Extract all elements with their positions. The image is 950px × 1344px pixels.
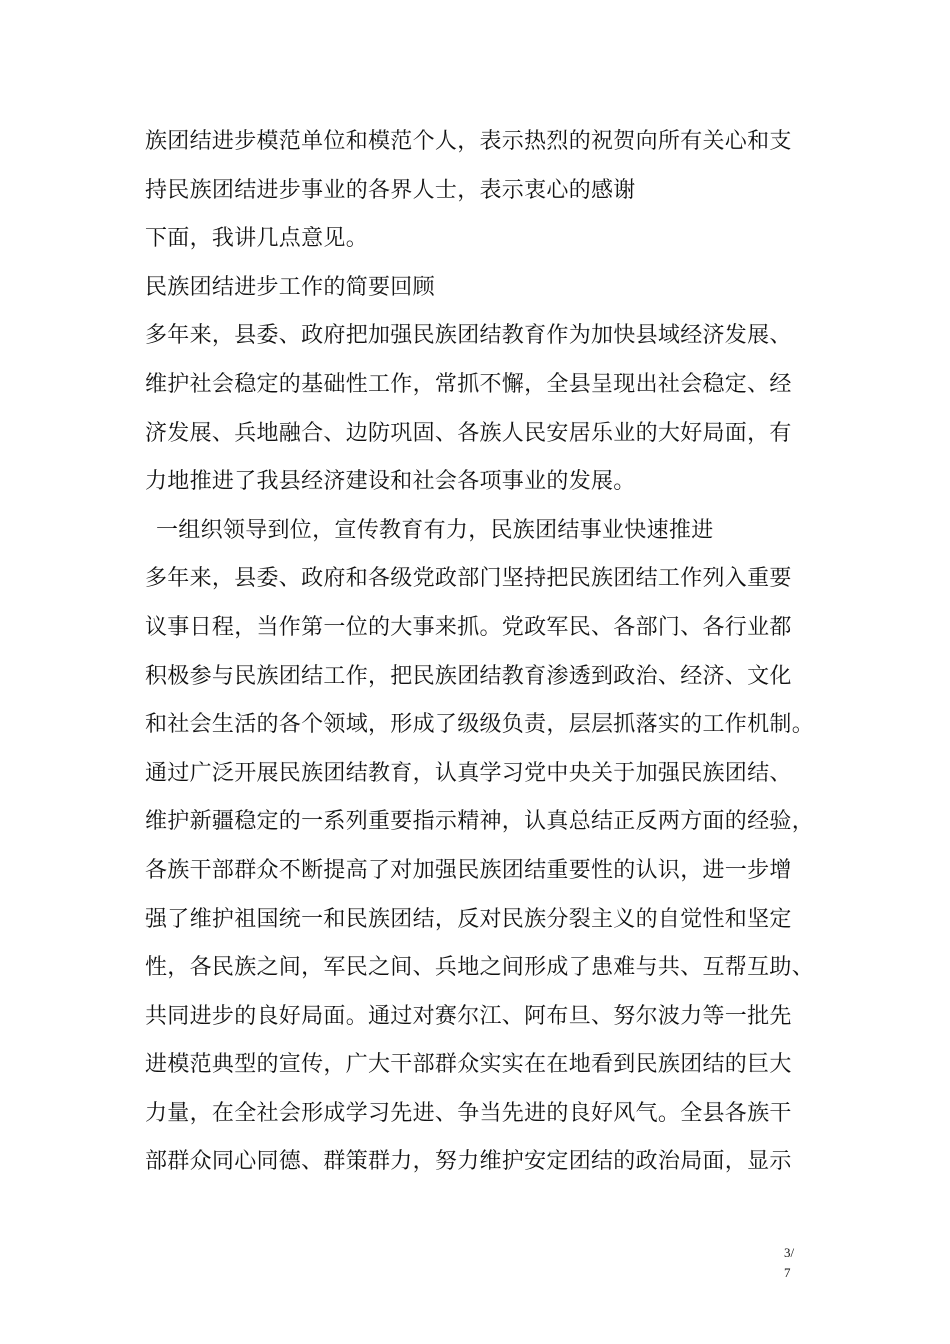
text-line: 下面，我讲几点意见。 [145, 226, 369, 252]
text-line: 议事日程，当作第一位的大事来抓。党政军民、各部门、各行业都 [145, 614, 792, 640]
text-line: 维护社会稳定的基础性工作，常抓不懈，全县呈现出社会稳定、经 [145, 371, 792, 397]
text-line: 力量，在全社会形成学习先进、争当先进的良好风气。全县各族干 [145, 1100, 792, 1126]
text-line: 多年来，县委、政府把加强民族团结教育作为加快县域经济发展、 [145, 323, 792, 349]
subsection-heading: 一组织领导到位，宣传教育有力，民族团结事业快速推进 [156, 517, 714, 543]
text-line: 性，各民族之间，军民之间、兵地之间形成了患难与共、互帮互助、 [145, 955, 815, 981]
text-line: 持民族团结进步事业的各界人士，表示衷心的感谢 [145, 177, 636, 203]
text-line: 维护新疆稳定的一系列重要指示精神，认真总结正反两方面的经验， [145, 809, 815, 835]
text-line: 各族干部群众不断提高了对加强民族团结重要性的认识，进一步增 [145, 857, 792, 883]
page-number-current: 3/ [784, 1245, 795, 1260]
page-number-total: 7 [784, 1265, 791, 1280]
section-heading: 民族团结进步工作的简要回顾 [145, 274, 435, 300]
text-line: 部群众同心同德、群策群力，努力维护安定团结的政治局面，显示 [145, 1149, 792, 1175]
text-line: 积极参与民族团结工作，把民族团结教育渗透到政治、经济、文化 [145, 663, 792, 689]
text-line: 族团结进步模范单位和模范个人，表示热烈的祝贺向所有关心和支 [145, 129, 792, 154]
text-line: 济发展、兵地融合、边防巩固、各族人民安居乐业的大好局面，有 [145, 420, 792, 446]
document-body [145, 118, 825, 1187]
text-line: 进模范典型的宣传，广大干部群众实实在在地看到民族团结的巨大 [145, 1052, 792, 1078]
text-line: 和社会生活的各个领域，形成了级级负责，层层抓落实的工作机制。 [145, 712, 815, 738]
text-line: 共同进步的良好局面。通过对赛尔江、阿布旦、努尔波力等一批先 [145, 1003, 792, 1029]
text-line: 通过广泛开展民族团结教育，认真学习党中央关于加强民族团结、 [145, 760, 792, 786]
text-line: 强了维护祖国统一和民族团结，反对民族分裂主义的自觉性和坚定 [145, 906, 792, 932]
page-number [784, 1243, 804, 1283]
text-line: 多年来，县委、政府和各级党政部门坚持把民族团结工作列入重要 [145, 566, 792, 592]
text-line: 力地推进了我县经济建设和社会各项事业的发展。 [145, 469, 636, 495]
